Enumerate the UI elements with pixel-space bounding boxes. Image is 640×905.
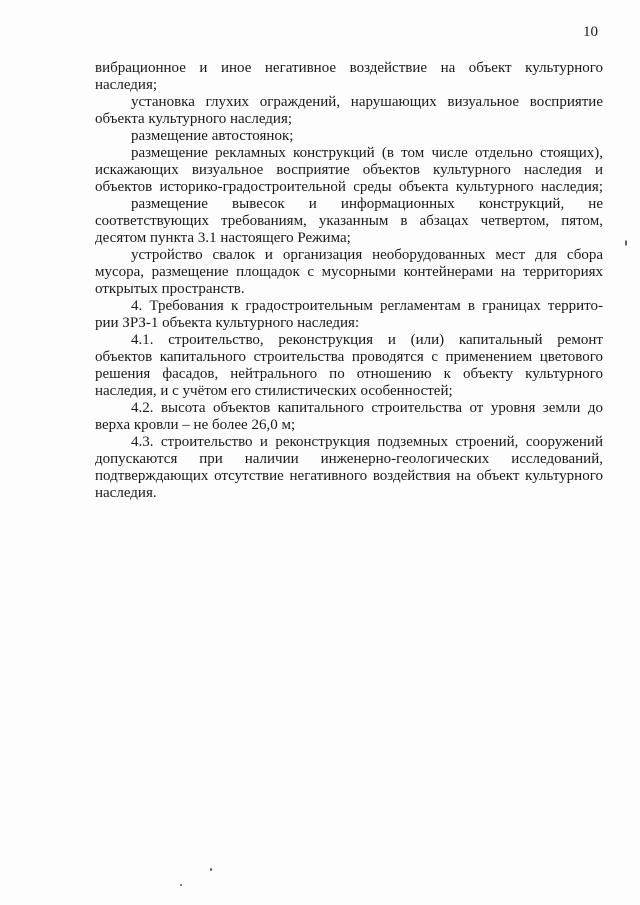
text-line: верха кровли – не более 26,0 м; (95, 417, 296, 433)
text-line: размещение вывесок и информационных конструкций, не (131, 196, 603, 212)
text-line: 4.2. высота объектов капитального строительства от уровня земли до (131, 400, 603, 416)
text-line: 4. Требования к градостроительным регламентам в границах террито- (131, 298, 603, 314)
text-line: открытых пространств. (95, 281, 245, 297)
text-line: соответствующих требованиям, указанным в абзацах четвертом, пятом, (95, 213, 603, 229)
text-line: устройство свалок и организация необорудованных мест для сбора (131, 247, 603, 263)
text-line: 4.3. строительство и реконструкция подземных строений, сооружений (131, 434, 603, 450)
text-line: вибрационное и иное негативное воздействие на объект культурного (95, 60, 603, 76)
text-line: установка глухих ограждений, нарушающих визуальное восприятие (131, 94, 603, 110)
text-line: искажающих визуальное восприятие объектов культурного наследия и (95, 162, 603, 178)
scan-speck (625, 240, 627, 246)
text-line: десятом пункта 3.1 настоящего Режима; (95, 230, 351, 246)
text-line: наследия. (95, 485, 157, 501)
page-number: 10 (583, 24, 598, 40)
text-line: размещение автостоянок; (131, 128, 294, 144)
text-line: мусора, размещение площадок с мусорными контейнерами на территориях (95, 264, 603, 280)
text-line: решения фасадов, нейтрального по отношению к объекту культурного (95, 366, 603, 382)
text-line: подтверждающих отсутствие негативного воздействия на объект культурного (95, 468, 603, 484)
text-line: объекта культурного наследия; (95, 111, 293, 127)
text-line: наследия; (95, 77, 158, 93)
text-line: объектов историко-градостроительной среды объекта культурного наследия; (95, 179, 603, 195)
text-line: 4.1. строительство, реконструкция и (или) капитальный ремонт (131, 332, 603, 348)
scan-speck (210, 868, 212, 871)
scan-speck (180, 884, 182, 886)
text-line: объектов капитального строительства проводятся с применением цветового (95, 349, 603, 365)
document-body (95, 60, 603, 502)
text-line: наследия, и с учётом его стилистических особенностей; (95, 383, 453, 399)
text-line: размещение рекламных конструкций (в том числе отдельно стоящих), (131, 145, 603, 161)
text-line: допускаются при наличии инженерно-геологических исследований, (95, 451, 603, 467)
text-line: рии ЗРЗ-1 объекта культурного наследия: (95, 315, 360, 331)
